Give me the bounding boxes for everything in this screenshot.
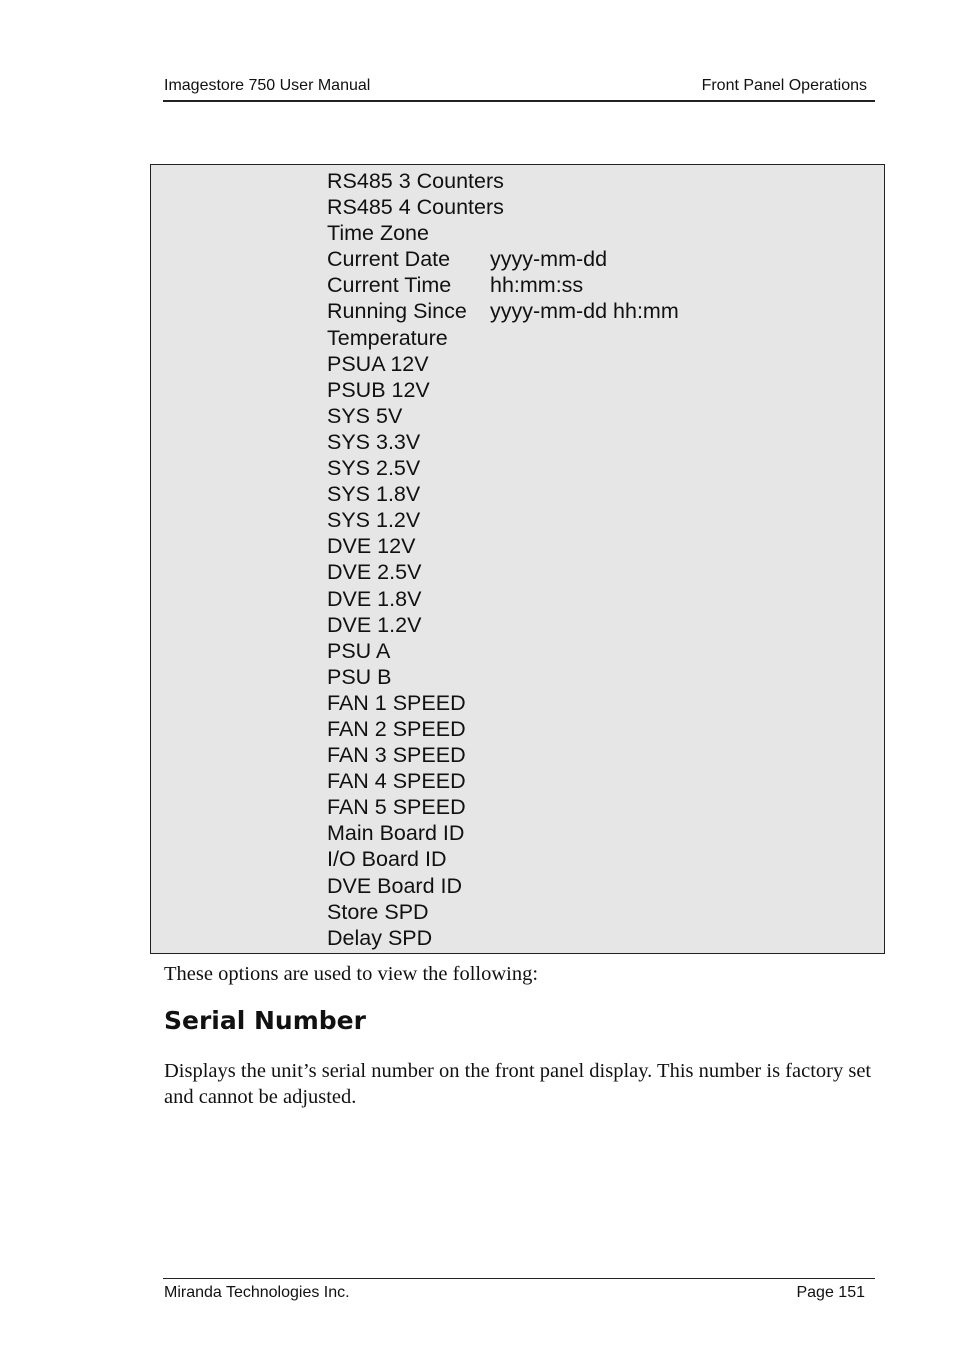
menu-row <box>327 455 504 481</box>
menu-row <box>327 168 504 194</box>
menu-row-label: DVE 2.5V <box>327 560 422 585</box>
menu-row-label: Running Since <box>327 299 467 324</box>
menu-row-label: DVE 1.8V <box>327 586 422 611</box>
menu-row-label: PSUA 12V <box>327 351 429 376</box>
intro-paragraph: These options are used to view the following: <box>164 963 539 985</box>
footer-company: Miranda Technologies Inc. <box>164 1284 350 1301</box>
menu-row <box>327 272 584 298</box>
menu-row <box>327 925 504 951</box>
menu-row-label: SYS 3.3V <box>327 429 421 454</box>
menu-row <box>327 794 504 820</box>
menu-row <box>327 429 504 455</box>
footer-page-number: Page 151 <box>796 1284 865 1301</box>
menu-row <box>327 351 504 377</box>
menu-row-label: SYS 2.5V <box>327 456 421 481</box>
menu-row-label: RS485 4 Counters <box>327 195 504 220</box>
menu-row <box>327 481 504 507</box>
menu-listing-box <box>150 164 885 954</box>
menu-row-label: FAN 3 SPEED <box>327 743 466 768</box>
menu-row-label: RS485 3 Counters <box>327 169 504 193</box>
page-footer <box>163 1278 875 1307</box>
menu-row <box>327 403 504 429</box>
menu-row-label: DVE Board ID <box>327 873 463 898</box>
menu-row <box>327 899 504 925</box>
menu-row <box>327 664 504 690</box>
menu-row-label: FAN 5 SPEED <box>327 795 466 820</box>
menu-row <box>327 246 608 272</box>
menu-row-label: SYS 1.8V <box>327 482 421 507</box>
menu-row <box>327 820 504 846</box>
section-paragraph: Displays the unit’s serial number on the front panel display. This number is factory set and cannot be adjusted. <box>164 1060 872 1108</box>
menu-row <box>327 768 504 794</box>
menu-row-label: PSUB 12V <box>327 377 430 402</box>
menu-row-label: PSU A <box>327 638 391 663</box>
menu-row <box>327 690 504 716</box>
menu-row-label: FAN 1 SPEED <box>327 690 466 715</box>
menu-row-label: Current Time <box>327 273 452 298</box>
menu-row-label: Delay SPD <box>327 925 433 950</box>
header-chapter-title: Front Panel Operations <box>701 77 867 94</box>
menu-row <box>327 325 504 351</box>
menu-row-label: Main Board ID <box>327 821 465 846</box>
menu-item-list <box>327 168 679 951</box>
menu-row-label: Store SPD <box>327 899 429 924</box>
menu-row-value: yyyy-mm-dd hh:mm <box>490 299 679 324</box>
menu-row <box>327 220 504 246</box>
menu-row-value: hh:mm:ss <box>490 273 584 298</box>
menu-row <box>327 586 504 612</box>
menu-row <box>327 507 504 533</box>
menu-row <box>327 846 504 872</box>
menu-row-label: SYS 1.2V <box>327 508 421 533</box>
menu-row <box>327 559 504 585</box>
section-heading: Serial Number <box>164 1006 366 1035</box>
header-document-title: Imagestore 750 User Manual <box>164 77 371 94</box>
menu-row-label: Current Date <box>327 247 451 272</box>
menu-row-label: FAN 4 SPEED <box>327 769 466 794</box>
menu-row <box>327 533 504 559</box>
menu-row <box>327 716 504 742</box>
page-header <box>163 76 875 102</box>
menu-row <box>327 298 679 324</box>
menu-row <box>327 742 504 768</box>
menu-row <box>327 612 504 638</box>
menu-row-value: yyyy-mm-dd <box>490 247 608 272</box>
menu-row-label: DVE 12V <box>327 534 416 559</box>
menu-row-label: SYS 5V <box>327 403 403 428</box>
menu-row <box>327 377 504 403</box>
menu-row-label: Time Zone <box>327 221 429 246</box>
menu-row-label: PSU B <box>327 664 392 689</box>
menu-row-label: I/O Board ID <box>327 847 447 872</box>
menu-row-label: FAN 2 SPEED <box>327 716 466 741</box>
menu-row <box>327 194 504 220</box>
menu-row <box>327 638 504 664</box>
menu-row-label: Temperature <box>327 325 448 350</box>
menu-row <box>327 873 504 899</box>
menu-row-label: DVE 1.2V <box>327 612 422 637</box>
